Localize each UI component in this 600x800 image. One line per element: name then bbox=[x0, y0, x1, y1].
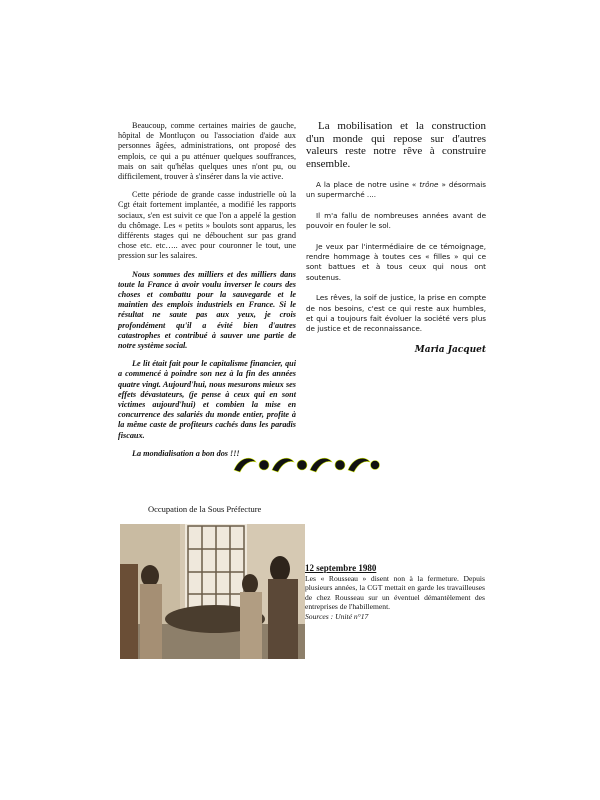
text: » désormais un supermarché .... bbox=[306, 180, 486, 200]
lead-paragraph: La mobilisation et la construction d'un monde qui repose sur d'autres valeurs reste notre rêve à construire ensemble. bbox=[306, 120, 486, 170]
paragraph: La mondialisation a bon dos !!! bbox=[132, 448, 240, 458]
photo-description bbox=[305, 564, 485, 622]
right-column bbox=[306, 120, 486, 355]
paragraph: Le lit était fait pour le capitalisme financier, qui a commencé à poindre son nez à la fin des années quatre vingt. Aujourd'hui, nous mesurons mieux ses effets dévastateurs, (je pense à ceux qui en sont victimes aujourd'hui) et combien la mise en concurrence des salariés du monde entier, profite à la même caste de profiteurs cachés dans les paradis fiscaux. bbox=[118, 359, 296, 440]
text: A la place de notre usine « bbox=[316, 180, 420, 189]
paragraph: Je veux par l'intermédiaire de ce témoignage, rendre hommage à toutes ces « filles » qui ce sont battues et à tous ceux qui nous ont soutenus. bbox=[306, 241, 486, 282]
paragraph: Les rêves, la soif de justice, la prise en compte de nos besoins, c'est ce qui reste aux humbles, et qui a toujours fait évoluer la société vers plus de justice et de reconnaissance. bbox=[306, 293, 486, 334]
ornament-motif bbox=[234, 458, 380, 472]
event-text: Les « Rousseau » disent non à la fermeture. Depuis plusieurs années, la CGT mettait en garde les travailleuses de chez Rousseau sur un éventuel démantèlement des entreprises de l'habillement. bbox=[305, 573, 485, 612]
emphasis: trône bbox=[419, 180, 439, 189]
source-note: Sources : Unité n°17 bbox=[305, 611, 369, 621]
paragraph: Il m'a fallu de nombreuses années avant de pouvoir en fouler le sol. bbox=[306, 210, 486, 231]
paragraph: Beaucoup, comme certaines mairies de gauche, hôpital de Montluçon ou l'association d'aide aux personnes âgées, administrations, ont proposé des emplois, ce qui a pu atténuer quelques souffrances, mais on sait qu'hélas quelques unes n'ont pu, ou difficilement, trouver à s'insérer dans la vie active. bbox=[118, 121, 296, 182]
signature: Maria Jacquet bbox=[414, 344, 486, 355]
paragraph: Cette période de grande casse industrielle où la Cgt était fortement implantée, a modifié les rapports sociaux, s'en est suivit ce que l'on a appelé la gestion du chômage. Les « petits » boulots sont apparus, les différents stages qui ne débouchent sur pas grand chose etc. etc….. avec pour couronner le tout, une pression sur les salaires. bbox=[118, 190, 296, 261]
left-column bbox=[118, 121, 296, 467]
archive-photo bbox=[120, 524, 305, 659]
floral-divider-icon bbox=[230, 452, 380, 476]
photo-caption: Occupation de la Sous Préfecture bbox=[148, 504, 262, 514]
paragraph: Nous sommes des milliers et des milliers dans toute la France à avoir voulu inverser le cours des choses et combattu pour la sauvegarde et le maintien des emplois industriels en France. Si le résultat ne saute pas aux yeux, je crois profondément qu'il a évité bien d'autres catastrophes et contribué à sauver une partie de notre système social. bbox=[118, 269, 296, 351]
event-date: 12 septembre 1980 bbox=[305, 563, 377, 573]
paragraph bbox=[306, 180, 486, 201]
